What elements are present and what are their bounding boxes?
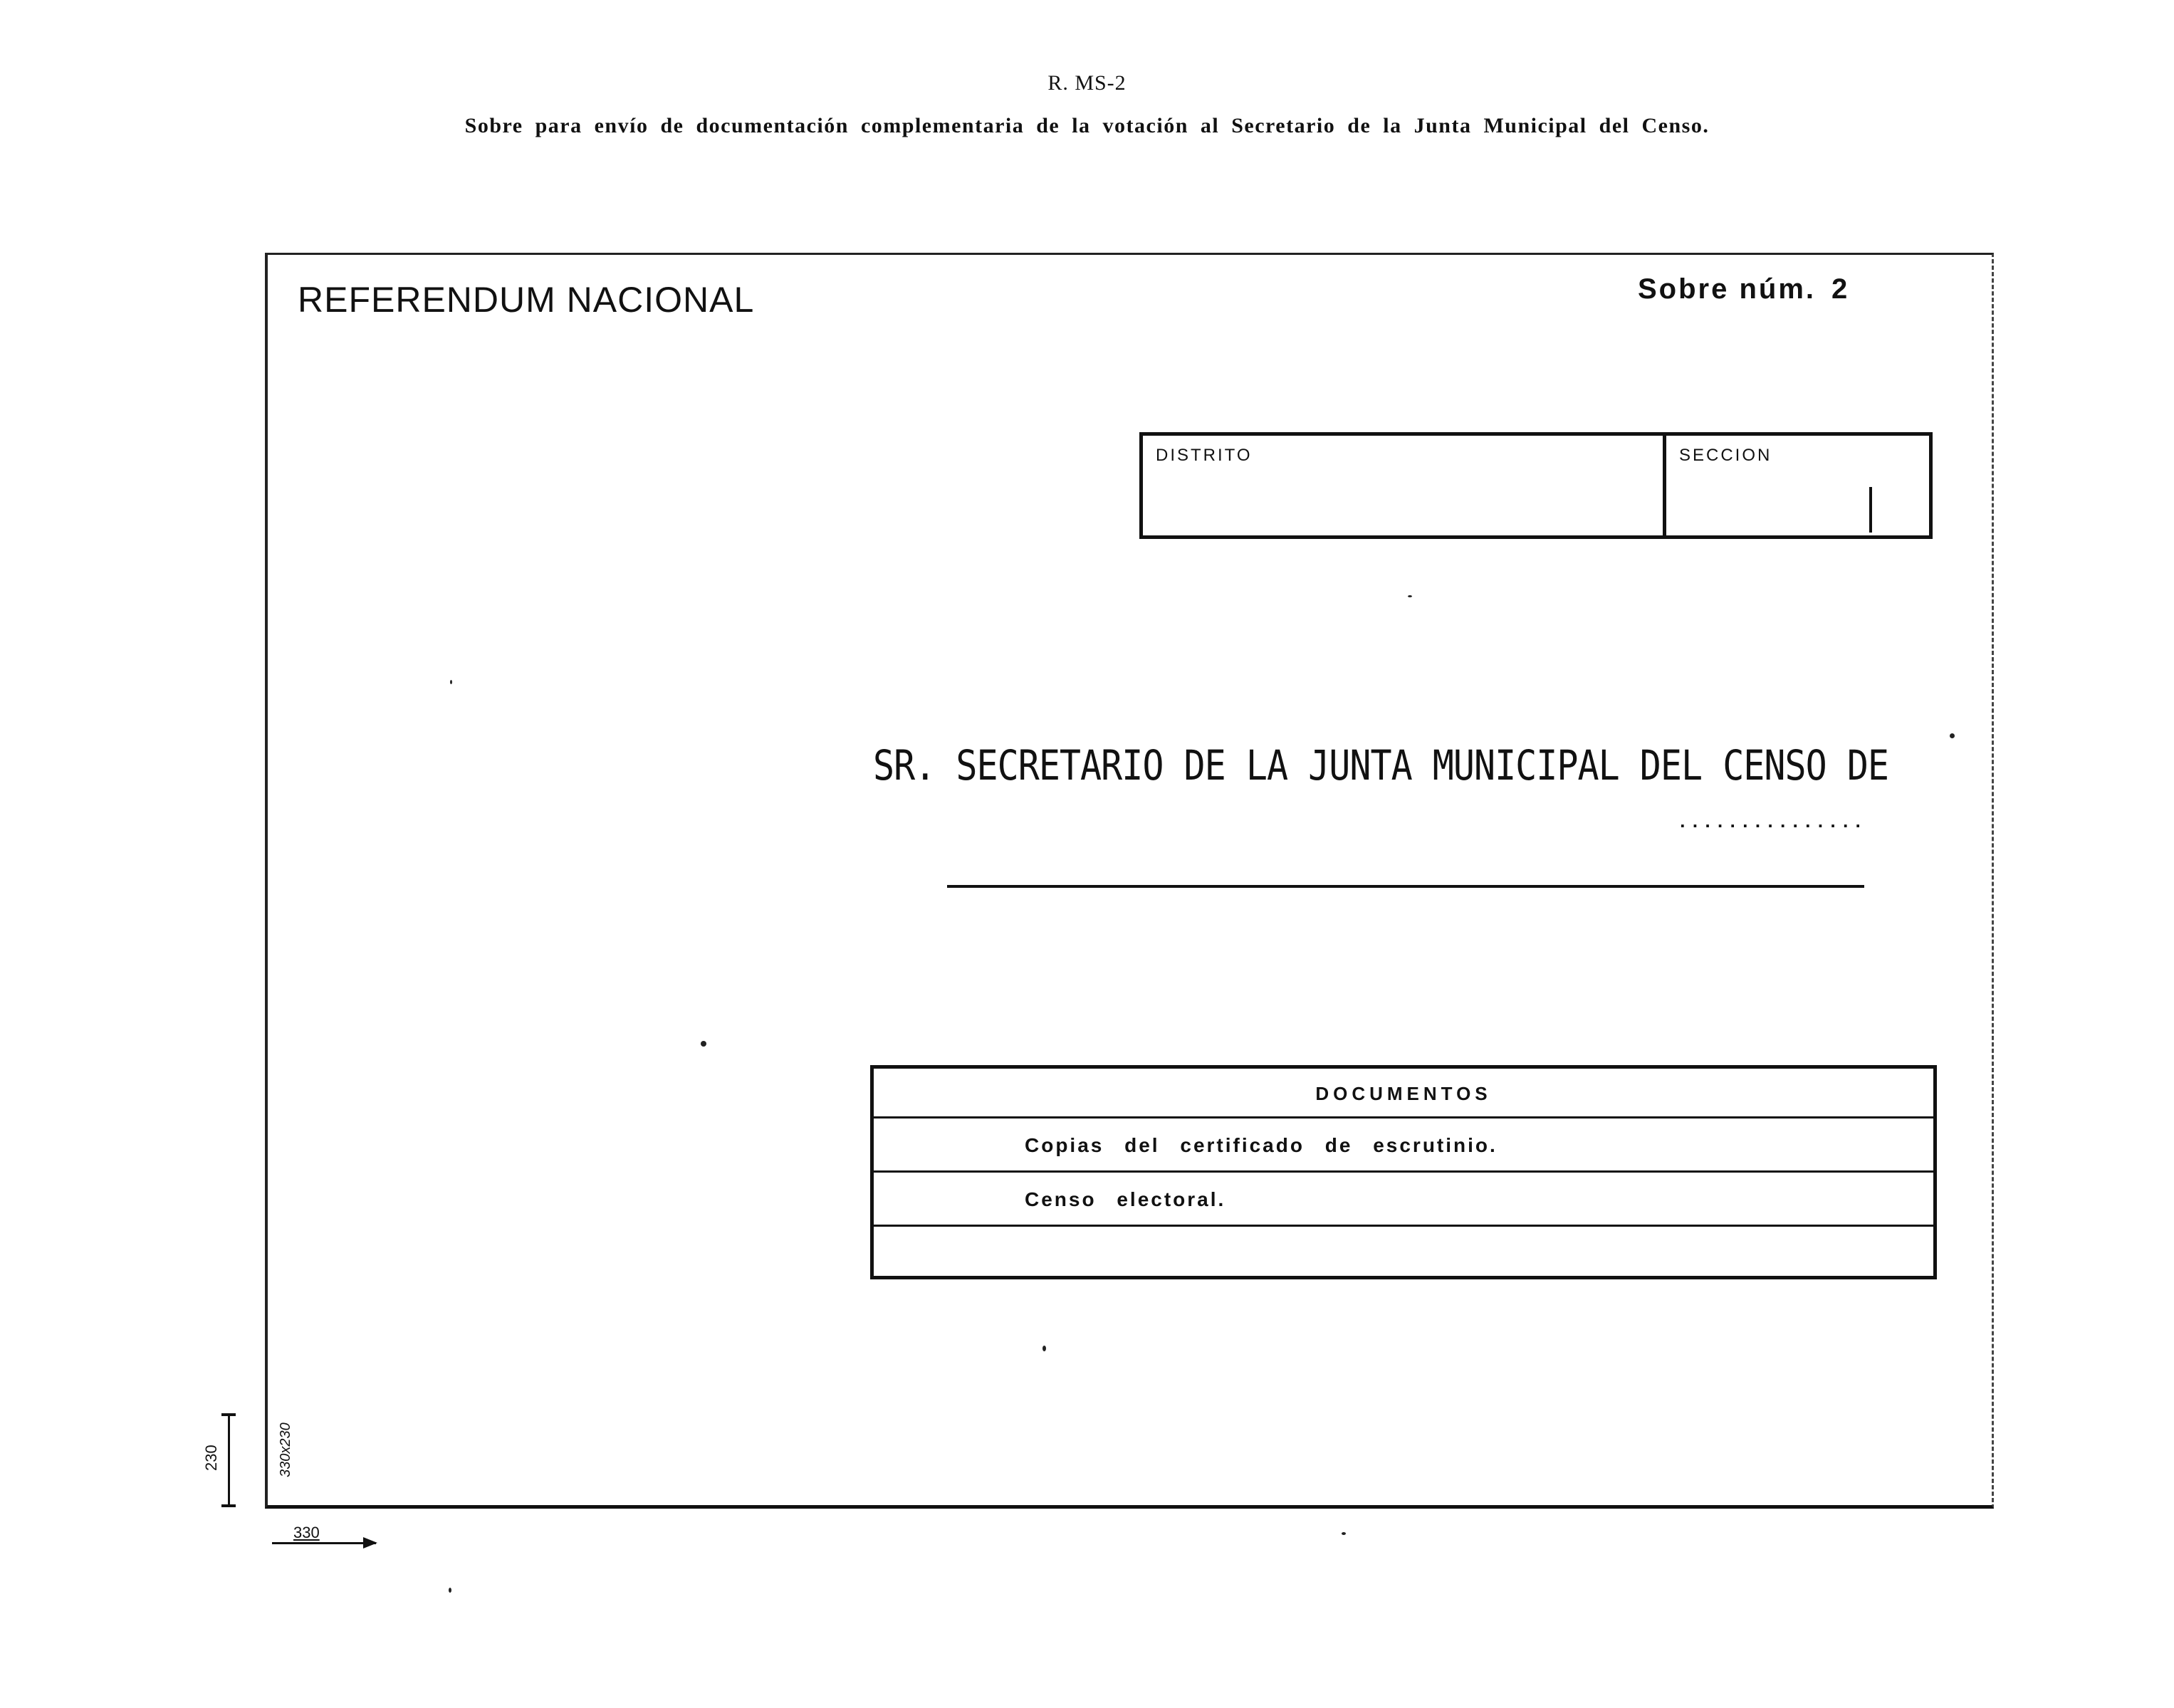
width-dimension-line — [272, 1542, 376, 1544]
envelope-number-value: 2 — [1831, 273, 1850, 305]
height-dimension-label: 230 — [202, 1445, 220, 1471]
section-label: SECCION — [1679, 446, 1772, 465]
width-dimension-label: 330 — [293, 1524, 320, 1541]
document-item-text: Copias del certificado de escrutinio. — [1025, 1134, 1498, 1156]
documents-table — [870, 1065, 1937, 1279]
district-field — [1143, 436, 1666, 535]
height-dimension-line — [228, 1413, 230, 1507]
scan-speck — [701, 1041, 706, 1047]
scan-speck — [449, 1588, 451, 1593]
width-dimension-arrow-icon — [363, 1537, 377, 1549]
document-item-empty — [874, 1227, 1933, 1276]
height-dimension-cap — [221, 1504, 236, 1507]
addressee-line: SR. SECRETARIO DE LA JUNTA MUNICIPAL DEL CENSO DE — [873, 742, 1889, 790]
document-item — [874, 1173, 1933, 1227]
size-dimension-label: 330x230 — [278, 1423, 293, 1477]
district-label: DISTRITO — [1156, 446, 1253, 465]
district-section-box — [1139, 432, 1933, 539]
section-field — [1666, 436, 1929, 535]
scan-speck — [1408, 595, 1412, 597]
form-reference-code: R. MS-2 — [1047, 71, 1127, 95]
scan-speck — [450, 680, 452, 684]
documents-header: DOCUMENTOS — [874, 1069, 1933, 1118]
addressee-dots: ............... — [1677, 812, 1866, 833]
form-description: Sobre para envío de documentación complementaria de la votación al Secretario de la Junta Municipal del Censo. — [464, 114, 1710, 137]
section-field-tick — [1869, 487, 1872, 533]
document-item — [874, 1118, 1933, 1173]
scan-speck — [1342, 1532, 1346, 1535]
envelope-number-label: Sobre núm. — [1638, 273, 1817, 305]
scan-speck — [1042, 1346, 1046, 1351]
envelope-number — [1638, 273, 1849, 305]
addressee-underline — [947, 885, 1864, 888]
document-item-text: Censo electoral. — [1025, 1188, 1226, 1210]
height-dimension-cap — [221, 1413, 236, 1416]
scan-speck — [1950, 733, 1955, 738]
envelope-title: REFERENDUM NACIONAL — [298, 280, 755, 320]
